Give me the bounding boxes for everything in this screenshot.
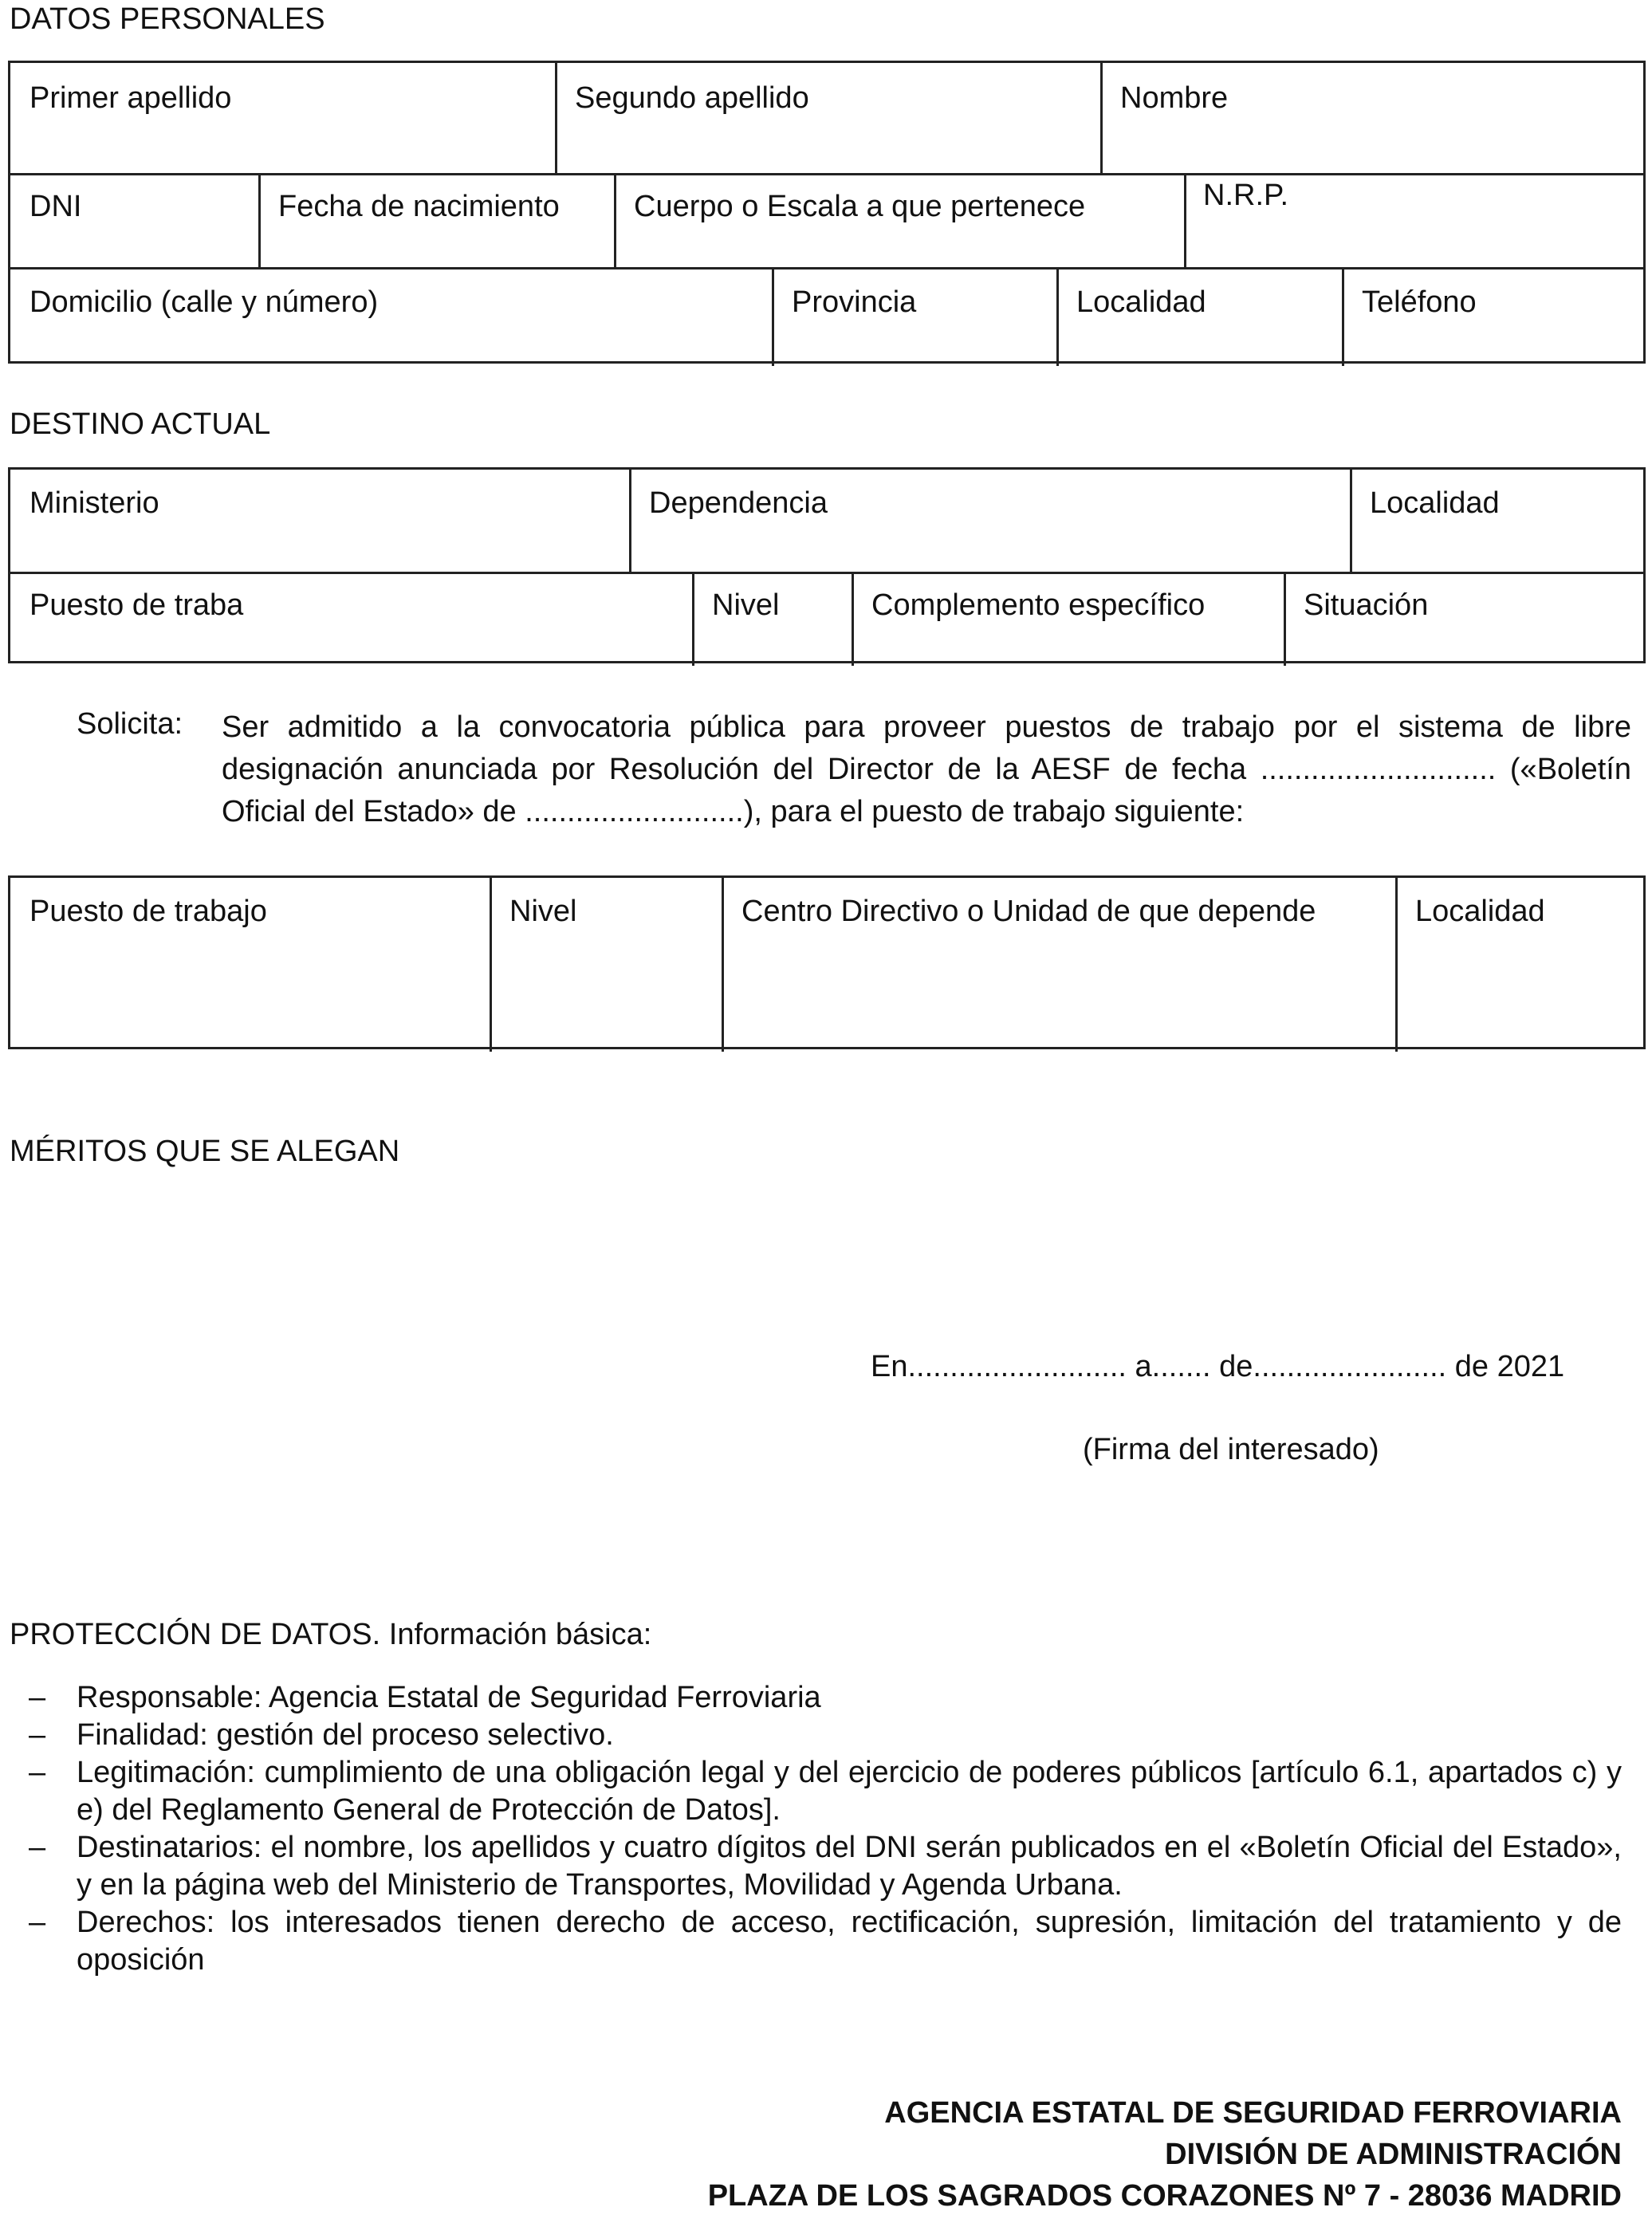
field-provincia[interactable]: Provincia (792, 285, 917, 319)
list-item: – Derechos: los interesados tienen derecho de acceso, rectificación, supresión, limitación del tratamiento y de oposición (29, 1906, 1622, 1977)
section-heading-meritos: MÉRITOS QUE SE ALEGAN (10, 1135, 400, 1168)
footer-address: PLAZA DE LOS SAGRADOS CORAZONES Nº 7 - 28036 MADRID (707, 2179, 1622, 2213)
fecha-line: En.......................... a....... de....................... de 2021 (871, 1350, 1565, 1383)
puesto-solicitado-table (8, 875, 1646, 1049)
field-situacion[interactable]: Situación (1304, 588, 1429, 622)
field-localidad-destino[interactable]: Localidad (1370, 486, 1500, 520)
field-puesto-actual[interactable]: Puesto de traba (30, 588, 244, 622)
solicita-text: Ser admitido a la convocatoria pública para proveer puestos de trabajo por el sistema de libre designación anunciada por Resolución del Director de la AESF de fecha ............................ («Boletín Oficial del Estado» de ..........................), para el puesto de trabajo siguiente: (222, 710, 1631, 828)
field-domicilio[interactable]: Domicilio (calle y número) (30, 285, 379, 319)
field-puesto-de-trabajo[interactable]: Puesto de trabajo (30, 895, 267, 928)
section-heading-destino-actual: DESTINO ACTUAL (10, 407, 271, 441)
footer-division: DIVISIÓN DE ADMINISTRACIÓN (1165, 2138, 1622, 2171)
dash-bullet: – (29, 1831, 46, 1864)
field-fecha-nacimiento[interactable]: Fecha de nacimiento (278, 190, 560, 223)
field-telefono[interactable]: Teléfono (1362, 285, 1477, 319)
destino-actual-table (8, 467, 1646, 663)
dash-bullet: – (29, 1756, 46, 1789)
firma-label: (Firma del interesado) (1083, 1433, 1379, 1466)
solicita-label: Solicita: (77, 707, 183, 741)
dash-bullet: – (29, 1681, 46, 1714)
dash-bullet: – (29, 1906, 46, 1939)
field-nivel-solicitado[interactable]: Nivel (509, 895, 577, 928)
list-item: – Responsable: Agencia Estatal de Seguridad Ferroviaria (77, 1679, 1622, 1717)
footer-agency: AGENCIA ESTATAL DE SEGURIDAD FERROVIARIA (884, 2096, 1622, 2130)
datos-personales-table (8, 61, 1646, 364)
section-heading-datos-personales: DATOS PERSONALES (10, 2, 325, 36)
list-item: – Destinatarios: el nombre, los apellidos y cuatro dígitos del DNI serán publicados en el «Boletín Oficial del Estado», y en la página web del Ministerio de Transportes, Movilidad y Agenda Urbana. (29, 1831, 1622, 1902)
field-nombre[interactable]: Nombre (1120, 81, 1229, 115)
list-item: – Legitimación: cumplimiento de una obligación legal y del ejercicio de poderes públicos [artículo 6.1, apartados c) y e) del Reglamento General de Protección de Datos]. (29, 1756, 1622, 1827)
field-complemento-especifico[interactable]: Complemento específico (871, 588, 1206, 622)
field-localidad-solicitada[interactable]: Localidad (1415, 895, 1545, 928)
dash-bullet: – (29, 1718, 46, 1752)
field-cuerpo-escala[interactable]: Cuerpo o Escala a que pertenece (634, 190, 1086, 223)
field-centro-directivo[interactable]: Centro Directivo o Unidad de que depende (741, 895, 1316, 928)
field-localidad[interactable]: Localidad (1076, 285, 1206, 319)
section-heading-proteccion-datos: PROTECCIÓN DE DATOS. Información básica: (10, 1618, 652, 1651)
field-nivel-actual[interactable]: Nivel (712, 588, 780, 622)
list-item: – Finalidad: gestión del proceso selectivo. (77, 1717, 1622, 1754)
field-dni[interactable]: DNI (30, 190, 82, 223)
field-primer-apellido[interactable]: Primer apellido (30, 81, 232, 115)
field-dependencia[interactable]: Dependencia (649, 486, 828, 520)
field-nrp[interactable]: N.R.P. (1203, 179, 1289, 212)
field-ministerio[interactable]: Ministerio (30, 486, 159, 520)
field-segundo-apellido[interactable]: Segundo apellido (575, 81, 809, 115)
proteccion-datos-list (29, 1679, 1622, 1979)
